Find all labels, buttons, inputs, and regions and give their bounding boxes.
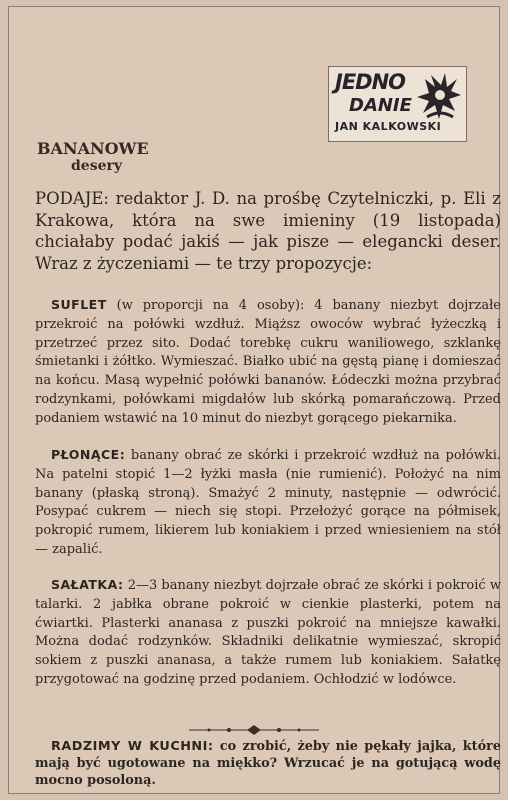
recipe-lead: SUFLET: [51, 297, 107, 312]
tip-lead: RADZIMY W KUCHNI:: [51, 739, 214, 754]
ornament-divider: [189, 724, 319, 736]
recipe-text: banany obrać ze skórki i przekroić wzdłuż na połówki. Na patelni stopić 1—2 łyżki masła (nie rumienić). Położyć na nim banany (płaską stroną). Smażyć 2 minuty, następnie — odwrócić. Posypać cukrem — niech się stopi. Przełożyć gorące na półmisek, pokropić rumem, likierem lub koniakiem i przed wniesieniem na stół — zapalić.: [35, 448, 501, 557]
recipe-plonace: [35, 446, 501, 560]
logo-author: JAN KALKOWSKI: [335, 120, 442, 133]
column-logo: [328, 66, 467, 142]
article-subtitle: desery: [71, 158, 122, 174]
tip-text: co zrobić, żeby nie pękały jajka, które mają być ugotowane na miękko? Wrzucać je na gotującą wodę mocno posoloną.: [35, 739, 501, 788]
chef-illustration-icon: [417, 73, 463, 123]
recipe-suflet: [35, 296, 501, 429]
article-intro: PODAJE: redaktor J. D. na prośbę Czytelniczki, p. Eli z Krakowa, która na swe imieniny (19 listopada) chciałaby podać jakiś — jak pisze — elegancki deser. Wraz z życzeniami — te trzy propozycje:: [35, 189, 501, 273]
recipe-lead: SAŁATKA:: [51, 577, 124, 592]
logo-text-jedno: JEDNO: [335, 70, 406, 94]
clipping-page: [8, 6, 500, 794]
kitchen-tip: [35, 739, 501, 789]
recipe-lead: PŁONĄCE:: [51, 447, 126, 462]
article-title: BANANOWE: [37, 139, 149, 158]
recipe-salatka: [35, 576, 501, 690]
recipe-text: 2—3 banany niezbyt dojrzałe obrać ze skórki i pokroić w talarki. 2 jabłka obrane pokroić w cienkie plasterki, potem na ćwiartki. Plasterki ananasa z puszki pokroić na mniejsze kawałki. Można dodać rodzynków. Składniki delikatnie wymieszać, skropić sokiem z puszki ananasa, a także rumem lub koniakiem. Sałatkę przygotować na godzinę przed podaniem. Ochłodzić w lodówce.: [35, 578, 501, 687]
logo-text-danie: DANIE: [349, 95, 412, 116]
recipe-text: (w proporcji na 4 osoby): 4 banany niezbyt dojrzałe przekroić na połówki wzdłuż. Miąższ owoców wybrać łyżeczką i przetrzeć przez sito. Dodać torebkę cukru waniliowego, szklankę śmietanki i żółtko. Wymieszać. Białko ubić na gęstą pianę i domieszać na końcu. Masą wypełnić połówki bananów. Łódeczki można przybrać rodzynkami, połówkami migdałów lub skórką pomarańczową. Przed podaniem wstawić na 10 minut do niezbyt gorącego piekarnika.: [35, 298, 501, 426]
